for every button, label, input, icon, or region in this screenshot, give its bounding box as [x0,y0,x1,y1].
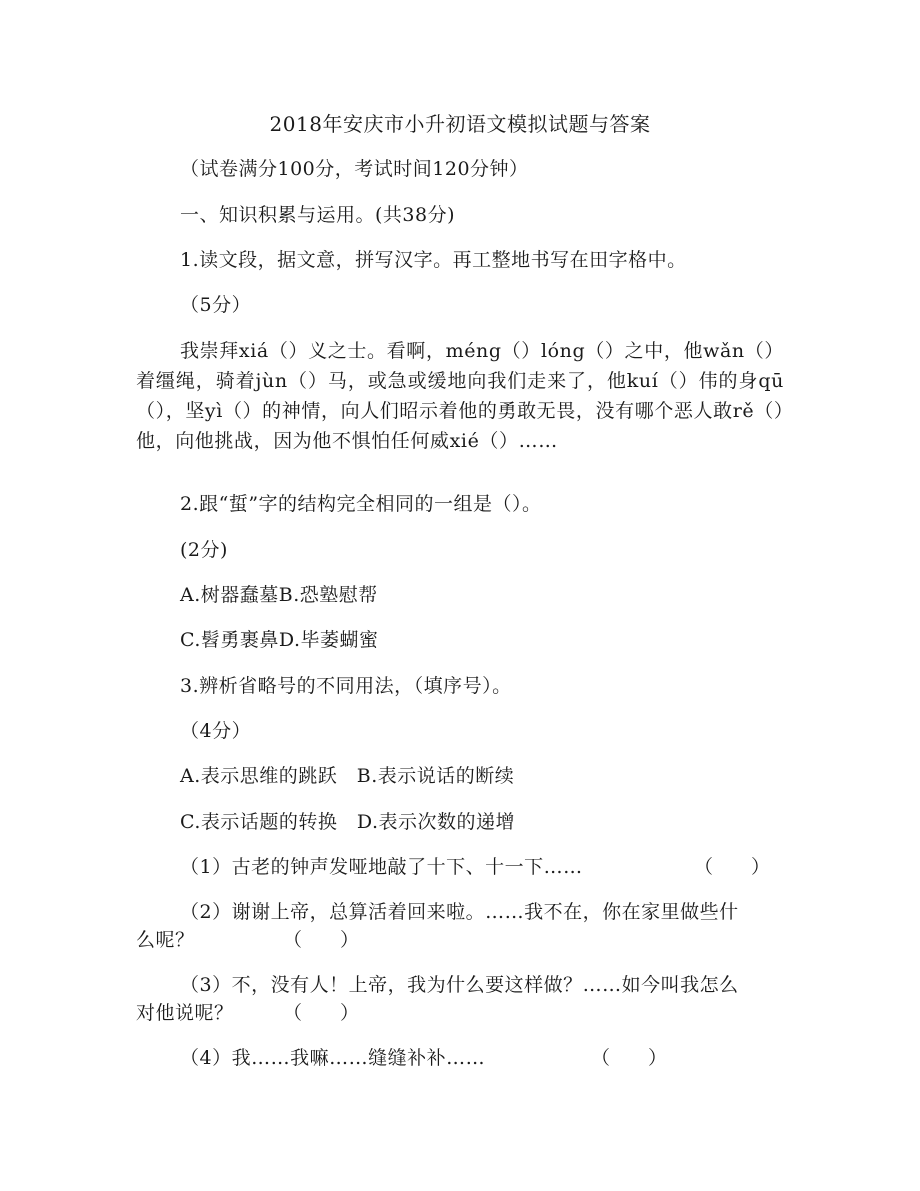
question-3-score: （4分） [180,720,252,742]
question-3-item-2: （2）谢谢上帝，总算活着回来啦。……我不在，你在家里做些什 [180,901,739,923]
question-2-option-cd: C.髫勇裹鼻D.毕萎蝴蜜 [180,629,379,651]
question-2-option-ab: A.树器蠢墓B.恐塾慰帮 [180,584,378,606]
answer-blank: （ ） [694,856,771,878]
exam-info: （试卷满分100分，考试时间120分钟） [180,158,529,180]
answer-blank: （ ） [283,1002,360,1024]
question-3-stem: 3.辨析省略号的不同用法，（填序号）。 [180,675,512,697]
question-3-item-3: （3）不，没有人！上帝，我为什么要这样做？……如今叫我怎么 [180,974,739,996]
question-1-passage: 我崇拜xiá（）义之士。看啊，méng（）lóng（）之中，他wǎn（）着缰绳，骑着jùn（）马，或急或缓地向我们走来了，他kuí（）伟的身qū（），坚yì（）的神情，向人们昭示着他的勇敢无畏，没有哪个恶人敢rě（）他，向他挑战，因为他不惧怕任何威xié（）…… [136,340,784,452]
question-3-option-ab: A.表示思维的跳跃 B.表示说话的断续 [180,765,515,787]
answer-blank: （ ） [283,929,360,951]
question-3-item-2-cont: 么呢？ [136,929,195,951]
answer-blank: （ ） [591,1047,668,1069]
question-3-option-cd: C.表示话题的转换 D.表示次数的递增 [180,811,515,833]
question-3-item-3-cont: 对他说呢？ [136,1002,234,1024]
question-2-score: (2分) [180,539,228,561]
question-2-stem: 2.跟“蜇”字的结构完全相同的一组是（）。 [180,493,542,515]
section-heading: 一、知识积累与运用。(共38分) [180,204,456,226]
page-title: 2018年安庆市小升初语文模拟试题与答案 [269,112,651,136]
question-1-stem: 1.读文段，据文意，拼写汉字。再工整地书写在田字格中。 [180,249,687,271]
question-3-item-1: （1）古老的钟声发哑地敲了十下、十一下…… [180,856,583,878]
question-3-item-4: （4）我……我嘛……缝缝补补…… [180,1047,486,1069]
question-1-score: （5分） [180,294,252,316]
